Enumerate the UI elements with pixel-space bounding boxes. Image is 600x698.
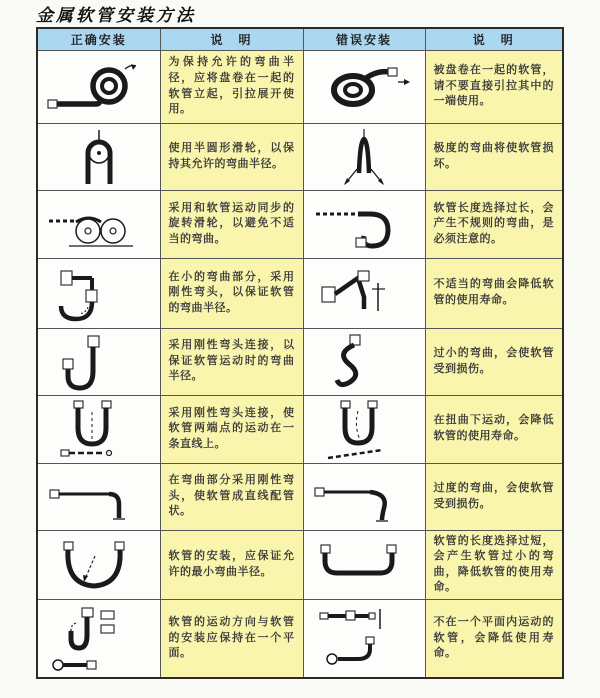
improper-bend-illustration bbox=[308, 261, 420, 325]
correct-desc-text: 采用刚性弯头连接，使软管两端点的运动在一条直线上。 bbox=[168, 406, 295, 450]
correct-desc-text: 在小的弯曲部分，采用刚性弯头，以保证软管的弯曲半径。 bbox=[168, 270, 295, 314]
wrong-desc-text: 软管长度选择过长，会产生不规则的弯曲，是必须注意的。 bbox=[433, 201, 554, 245]
wrong-desc-text: 极度的弯曲将使软管损坏。 bbox=[433, 141, 554, 170]
table-row bbox=[37, 123, 563, 190]
header-wrong-note: 说 明 bbox=[425, 28, 563, 50]
overlong-loop-illustration bbox=[308, 194, 420, 254]
table-row bbox=[37, 463, 563, 530]
wrong-image-cell bbox=[303, 395, 425, 463]
correct-image-cell bbox=[37, 599, 160, 678]
s-curve-illustration bbox=[308, 331, 420, 393]
rigid-elbow-u-drop-illustration bbox=[43, 331, 155, 393]
correct-desc-cell bbox=[160, 395, 303, 463]
wrong-desc-cell bbox=[425, 123, 563, 190]
correct-desc-cell bbox=[160, 599, 303, 678]
u-hose-inline-motion-illustration bbox=[43, 398, 155, 460]
header-correct-install: 正确安装 bbox=[37, 28, 160, 50]
table-row bbox=[37, 530, 563, 599]
correct-desc-cell bbox=[160, 190, 303, 258]
correct-desc-text: 软管的运动方向与软管的安装应保持在一个平面。 bbox=[168, 616, 295, 660]
rigid-elbow-small-bend-illustration bbox=[43, 261, 155, 325]
wrong-image-cell bbox=[303, 123, 425, 190]
correct-desc-cell bbox=[160, 328, 303, 395]
wrong-image-cell bbox=[303, 463, 425, 530]
table-row bbox=[37, 599, 563, 678]
wrong-desc-text: 不适当的弯曲会降低软管的使用寿命。 bbox=[433, 278, 554, 306]
correct-image-cell bbox=[37, 395, 160, 463]
wrong-desc-text: 在扭曲下运动，会降低软管的使用寿命。 bbox=[433, 414, 554, 442]
correct-image-cell bbox=[37, 463, 160, 530]
correct-image-cell bbox=[37, 50, 160, 123]
table-row bbox=[37, 258, 563, 328]
correct-image-cell bbox=[37, 328, 160, 395]
correct-desc-cell bbox=[160, 530, 303, 599]
out-of-plane-motion-illustration bbox=[308, 603, 420, 675]
semicircular-pulley-illustration bbox=[43, 127, 155, 187]
table-row bbox=[37, 50, 563, 123]
wrong-image-cell bbox=[303, 530, 425, 599]
coiled-hose-pulled-illustration bbox=[308, 56, 420, 118]
correct-image-cell bbox=[37, 123, 160, 190]
correct-image-cell bbox=[37, 190, 160, 258]
correct-desc-text: 采用和软管运动同步的旋转滑轮，以避免不适当的弯曲。 bbox=[168, 201, 295, 245]
wrong-desc-cell bbox=[425, 530, 563, 599]
excessive-bend-illustration bbox=[308, 466, 420, 528]
in-plane-motion-illustration bbox=[43, 603, 155, 675]
hairpin-bend-illustration bbox=[308, 127, 420, 187]
correct-desc-cell bbox=[160, 123, 303, 190]
wrong-desc-cell bbox=[425, 50, 563, 123]
table-row bbox=[37, 190, 563, 258]
correct-desc-cell bbox=[160, 463, 303, 530]
correct-desc-text: 为保持允许的弯曲半径，应将盘卷在一起的软管立起，引拉展开使用。 bbox=[168, 56, 295, 116]
flat-short-bend-illustration bbox=[308, 534, 420, 596]
wrong-desc-cell bbox=[425, 258, 563, 328]
wrong-image-cell bbox=[303, 258, 425, 328]
table-row bbox=[37, 395, 563, 463]
wrong-desc-text: 过度的弯曲，会使软管受到损伤。 bbox=[433, 481, 554, 510]
correct-desc-text: 在弯曲部分采用刚性弯头，使软管成直线配管状。 bbox=[168, 474, 295, 518]
correct-image-cell bbox=[37, 258, 160, 328]
wrong-desc-cell bbox=[425, 190, 563, 258]
wrong-image-cell bbox=[303, 599, 425, 678]
wrong-image-cell bbox=[303, 328, 425, 395]
correct-desc-cell bbox=[160, 50, 303, 123]
min-bend-radius-illustration bbox=[43, 534, 155, 596]
wrong-desc-cell bbox=[425, 599, 563, 678]
straight-run-elbow-illustration bbox=[43, 466, 155, 528]
correct-image-cell bbox=[37, 530, 160, 599]
rotating-pulleys-illustration bbox=[43, 194, 155, 254]
wrong-desc-text: 过小的弯曲，会使软管受到损伤。 bbox=[433, 346, 554, 375]
wrong-desc-cell bbox=[425, 463, 563, 530]
header-correct-note: 说 明 bbox=[160, 28, 303, 50]
wrong-image-cell bbox=[303, 50, 425, 123]
installation-table bbox=[36, 27, 564, 679]
page-title: 金属软管安装方法 bbox=[36, 6, 196, 25]
u-hose-twisted-illustration bbox=[308, 398, 420, 460]
wrong-desc-cell bbox=[425, 328, 563, 395]
wrong-desc-cell bbox=[425, 395, 563, 463]
header-wrong-install: 错误安装 bbox=[303, 28, 425, 50]
header-row bbox=[37, 28, 563, 50]
wrong-image-cell bbox=[303, 190, 425, 258]
correct-desc-cell bbox=[160, 258, 303, 328]
correct-desc-text: 使用半圆形滑轮，以保持其允许的弯曲半径。 bbox=[168, 141, 295, 170]
coiled-hose-standing-illustration bbox=[43, 56, 155, 118]
correct-desc-text: 采用刚性弯头连接，以保证软管运动时的弯曲半径。 bbox=[168, 339, 295, 383]
correct-desc-text: 软管的安装，应保证允许的最小弯曲半径。 bbox=[168, 550, 295, 578]
wrong-desc-text: 软管的长度选择过短，会产生软管过小的弯曲，降低软管的使用寿命。 bbox=[433, 534, 554, 594]
wrong-desc-text: 不在一个平面内运动的软管，会降低使用寿命。 bbox=[433, 616, 554, 660]
wrong-desc-text: 被盘卷在一起的软管，请不要直接引拉其中的一端使用。 bbox=[433, 64, 554, 108]
table-row bbox=[37, 328, 563, 395]
